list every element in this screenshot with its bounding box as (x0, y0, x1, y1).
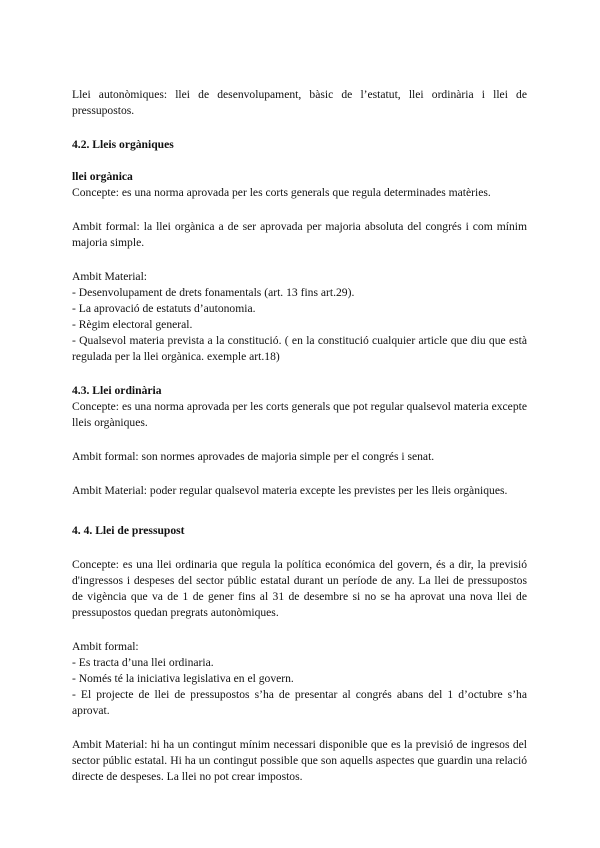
intro-paragraph: Llei autonòmiques: llei de desenvolupament, bàsic de l’estatut, llei ordinària i llei de pressupostos. (72, 88, 527, 117)
section-4-4-ambit-formal-label: Ambit formal: (72, 640, 139, 653)
section-4-2-material-item: - Desenvolupament de drets fonamentals (art. 13 fins art.29). (72, 286, 355, 299)
section-4-2-material-item: - Règim electoral general. (72, 318, 193, 331)
section-4-4-formal-item: - Es tracta d’una llei ordinaria. (72, 656, 214, 669)
section-4-2-ambit-material-label: Ambit Material: (72, 270, 148, 283)
section-4-4-formal-item: - Només té la iniciativa legislativa en el govern. (72, 672, 294, 685)
section-4-2-material-item: - Qualsevol materia prevista a la constitució. ( en la constitució cualquier article que diu que està regulada per la llei orgànica. exemple art.18) (72, 334, 527, 363)
section-4-2-heading: 4.2. Lleis orgàniques (72, 138, 174, 151)
document-page (72, 87, 527, 785)
section-4-2-ambit-formal: Ambit formal: la llei orgànica a de ser aprovada per majoria absoluta del congrés i com mínim majoria simple. (72, 220, 527, 249)
section-4-2-subheading: llei orgànica (72, 170, 133, 183)
section-4-4-ambit-material: Ambit Material: hi ha un contingut mínim necessari disponible que es la previsió de ingresos del sector públic estatal. Hi ha un contingut possible que son aquells aspectes que guardin una relació directe de despeses. La llei no pot crear impostos. (72, 738, 527, 783)
section-4-4-heading: 4. 4. Llei de pressupost (72, 524, 185, 537)
section-4-2-concepte: Concepte: es una norma aprovada per les corts generals que regula determinades matèries. (72, 186, 491, 199)
section-4-3-ambit-formal: Ambit formal: son normes aprovades de majoria simple per el congrés i senat. (72, 450, 435, 463)
section-4-3-concepte: Concepte: es una norma aprovada per les corts generals que pot regular qualsevol materia excepte lleis orgàniques. (72, 400, 527, 429)
section-4-3-ambit-material: Ambit Material: poder regular qualsevol materia excepte les previstes per les lleis orgàniques. (72, 484, 508, 497)
section-4-4-concepte: Concepte: es una llei ordinaria que regula la política económica del govern, és a dir, la previsió d'ingressos i despeses del sector públic estatal durant un període de any. La llei de pressupostos de vigència que va de 1 de gener fins al 31 de desembre si no se ha aprovat una nova llei de pressupostos quedan pregrats autonòmiques. (72, 558, 527, 619)
section-4-3-heading: 4.3. Llei ordinària (72, 384, 162, 397)
section-4-4-formal-item: - El projecte de llei de pressupostos s’ha de presentar al congrés abans del 1 d’octubre s’ha aprovat. (72, 688, 527, 717)
section-4-2-material-item: - La aprovació de estatuts d’autonomia. (72, 302, 256, 315)
